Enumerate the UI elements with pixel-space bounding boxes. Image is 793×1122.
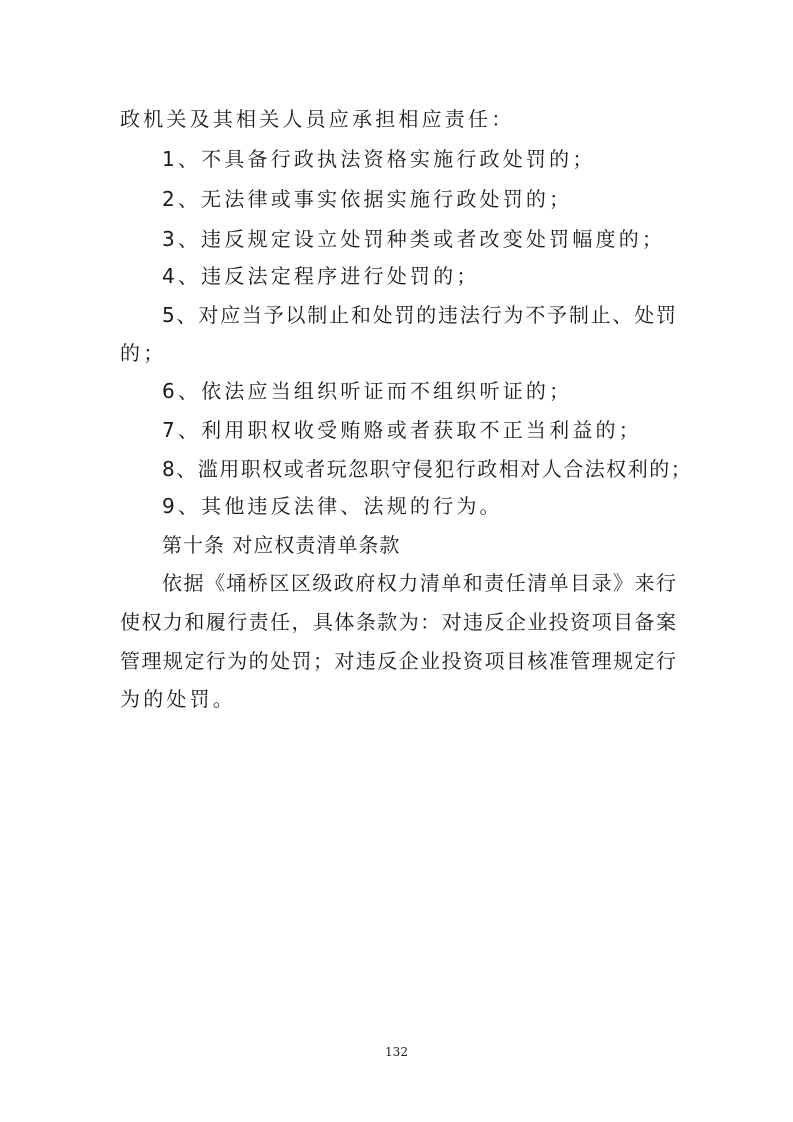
text-line: 的； (120, 341, 167, 365)
list-item: 7、利用职权收受贿赂或者获取不正当利益的； (162, 418, 642, 442)
paragraph-line: 为的处罚。 (120, 687, 236, 711)
list-item: 3、违反规定设立处罚种类或者改变处罚幅度的； (162, 227, 666, 251)
list-item: 2、无法律或事实依据实施行政处罚的； (162, 187, 573, 211)
section-heading: 第十条 对应权责清单条款 (162, 533, 401, 557)
list-item: 1、不具备行政执法资格实施行政处罚的； (162, 147, 596, 171)
text-line: 政机关及其相关人员应承担相应责任： (120, 107, 515, 131)
list-item: 6、依法应当组织听证而不组织听证的； (162, 379, 573, 403)
list-item: 5、对应当予以制止和处罚的违法行为不予制止、处罚 (162, 303, 676, 327)
list-item: 9、其他违反法律、法规的行为。 (162, 494, 503, 518)
paragraph-line: 使权力和履行责任，具体条款为：对违反企业投资项目备案 (120, 610, 676, 634)
page-number: 132 (385, 1045, 408, 1059)
list-item: 8、滥用职权或者玩忽职守侵犯行政相对人合法权利的； (162, 457, 693, 481)
paragraph-line: 管理规定行为的处罚；对违反企业投资项目核准管理规定行 (120, 649, 676, 673)
list-item: 4、违反法定程序进行处罚的； (162, 264, 480, 288)
paragraph-line: 依据《埇桥区区级政府权力清单和责任清单目录》来行 (162, 571, 676, 595)
